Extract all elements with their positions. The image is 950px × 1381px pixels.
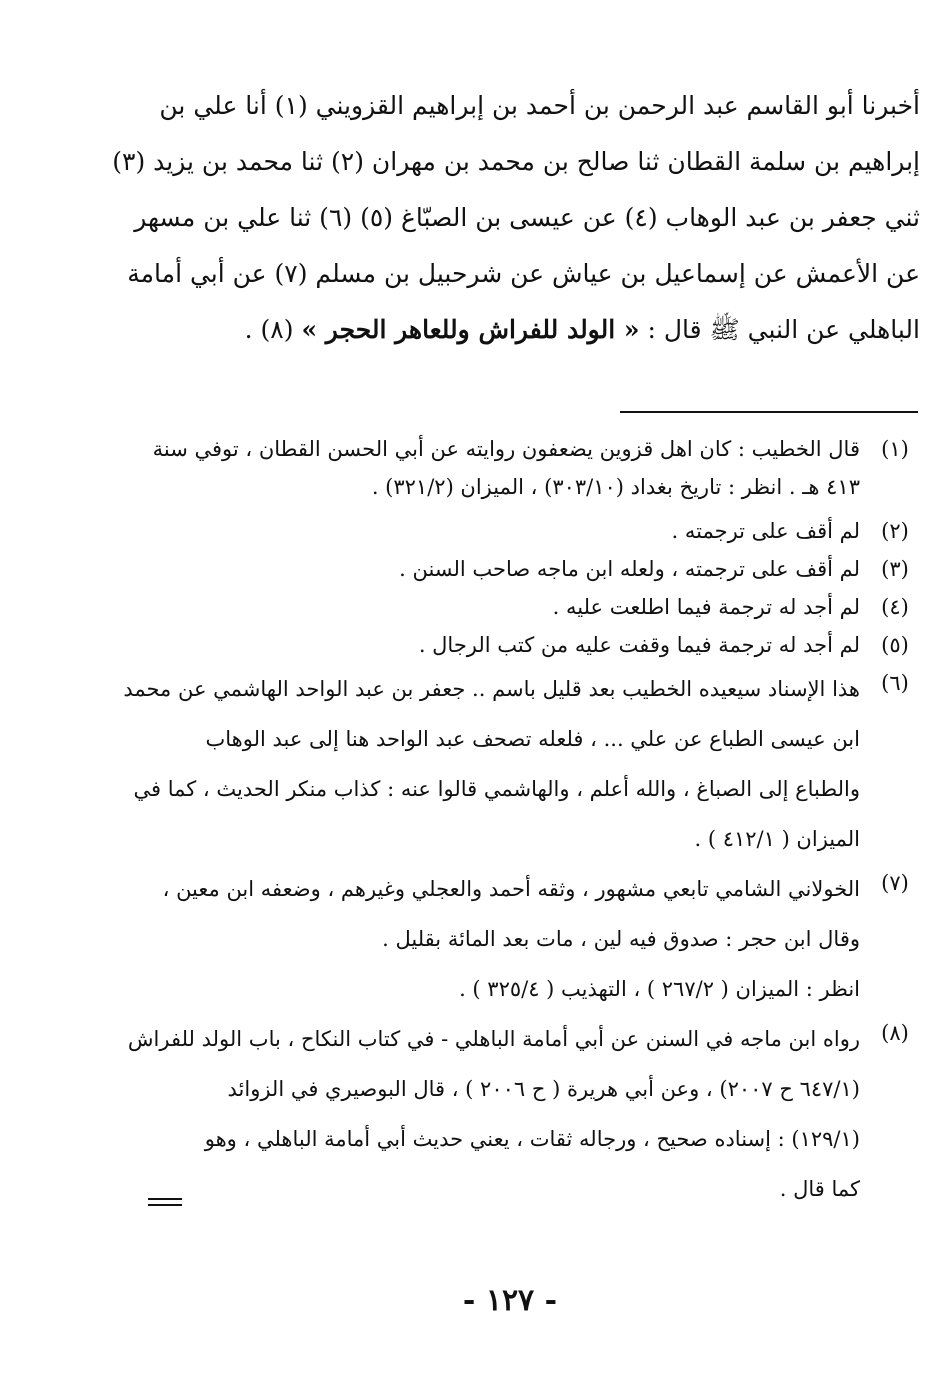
main-text-line: عن الأعمش عن إسماعيل بن عياش عن شرحبيل بن مسلم (٧) عن أبي أمامة — [127, 259, 920, 288]
main-text — [112, 78, 920, 358]
footnote-2 — [142, 512, 920, 550]
main-text-line: أخبرنا أبو القاسم عبد الرحمن بن أحمد بن إبراهيم القزويني (١) أنا علي بن — [159, 91, 920, 120]
footnote-line: (١٢٩/١) : إسناده صحيح ، ورجاله ثقات ، يعني حديث أبي أمامة الباهلي ، وهو — [204, 1127, 860, 1151]
footnote-line: قال الخطيب : كان اهل قزوين يضعفون روايته عن أبي الحسن القطان ، توفي سنة — [152, 437, 860, 461]
footnote-line: هذا الإسناد سيعيده الخطيب بعد قليل باسم .. جعفر بن عبد الواحد الهاشمي عن محمد — [123, 677, 860, 701]
footnote-line: الميزان ( ٤١٢/١ ) . — [694, 827, 860, 851]
footnote-marker: (٣) — [881, 557, 909, 581]
footnote-line: وقال ابن حجر : صدوق فيه لين ، مات بعد المائة بقليل . — [382, 927, 860, 951]
end-mark-rule — [148, 1198, 182, 1200]
footnote-line: ٤١٣ هـ . انظر : تاريخ بغداد (٣٠٣/١٠) ، الميزان (٣٢١/٢) . — [371, 475, 860, 499]
footnotes — [123, 430, 920, 1214]
footnote-marker: (٥) — [881, 633, 909, 657]
footnote-separator — [620, 411, 918, 413]
footnote-line: (٦٤٧/١ ح ٢٠٠٧) ، وعن أبي هريرة ( ح ٢٠٠٦ ) ، قال البوصيري في الزوائد — [227, 1077, 860, 1101]
hadith-quote: « الولد للفراش وللعاهر الحجر » — [301, 315, 640, 344]
footnote-line: لم أجد له ترجمة فيما وقفت عليه من كتب الرجال . — [418, 633, 860, 657]
footnote-1 — [142, 430, 920, 506]
footnote-marker: (٨) — [881, 1021, 909, 1045]
footnote-line: ابن عيسى الطباع عن علي ... ، فلعله تصحف عبد الواحد هنا إلى عبد الوهاب — [205, 727, 860, 751]
footnote-line: انظر : الميزان ( ٢٦٧/٢ ) ، التهذيب ( ٣٢٥/٤ ) . — [459, 977, 860, 1001]
last-line-suffix: (٨) . — [244, 315, 294, 344]
footnote-line: لم أقف على ترجمته . — [671, 519, 860, 543]
footnote-4 — [142, 588, 920, 626]
footnote-8 — [127, 1014, 920, 1214]
footnote-5 — [142, 626, 920, 664]
main-text-last-line — [150, 302, 920, 358]
footnote-marker: (٢) — [881, 519, 909, 543]
footnote-line: لم أجد له ترجمة فيما اطلعت عليه . — [552, 595, 860, 619]
footnote-line: رواه ابن ماجه في السنن عن أبي أمامة الباهلي - في كتاب النكاح ، باب الولد للفراش — [127, 1027, 860, 1051]
page-number: - ١٢٧ - — [462, 1283, 558, 1318]
footnote-line: لم أقف على ترجمته ، ولعله ابن ماجه صاحب السنن . — [399, 557, 860, 581]
last-line-prefix: الباهلي عن النبي ﷺ قال : — [647, 315, 920, 344]
end-of-footnotes-mark — [148, 1198, 182, 1210]
footnote-marker: (٧) — [881, 871, 909, 895]
footnote-6 — [123, 664, 920, 864]
footnote-marker: (٦) — [881, 671, 909, 695]
end-mark-rule — [148, 1204, 182, 1206]
footnote-marker: (٤) — [881, 595, 909, 619]
footnote-7 — [142, 864, 920, 1014]
footnote-line: كما قال . — [779, 1177, 860, 1201]
footnote-3 — [142, 550, 920, 588]
footnote-marker: (١) — [881, 437, 909, 461]
footnote-line: الخولاني الشامي تابعي مشهور ، وثقه أحمد والعجلي وغيرهم ، وضعفه ابن معين ، — [162, 877, 860, 901]
main-text-line: ثني جعفر بن عبد الوهاب (٤) عن عيسى بن الصبّاغ (٥) (٦) ثنا علي بن مسهر — [134, 203, 920, 232]
footnote-line: والطباع إلى الصباغ ، والله أعلم ، والهاشمي قالوا عنه : كذاب منكر الحديث ، كما في — [133, 777, 860, 801]
main-text-line: إبراهيم بن سلمة القطان ثنا صالح بن محمد بن مهران (٢) ثنا محمد بن يزيد (٣) — [112, 147, 920, 176]
